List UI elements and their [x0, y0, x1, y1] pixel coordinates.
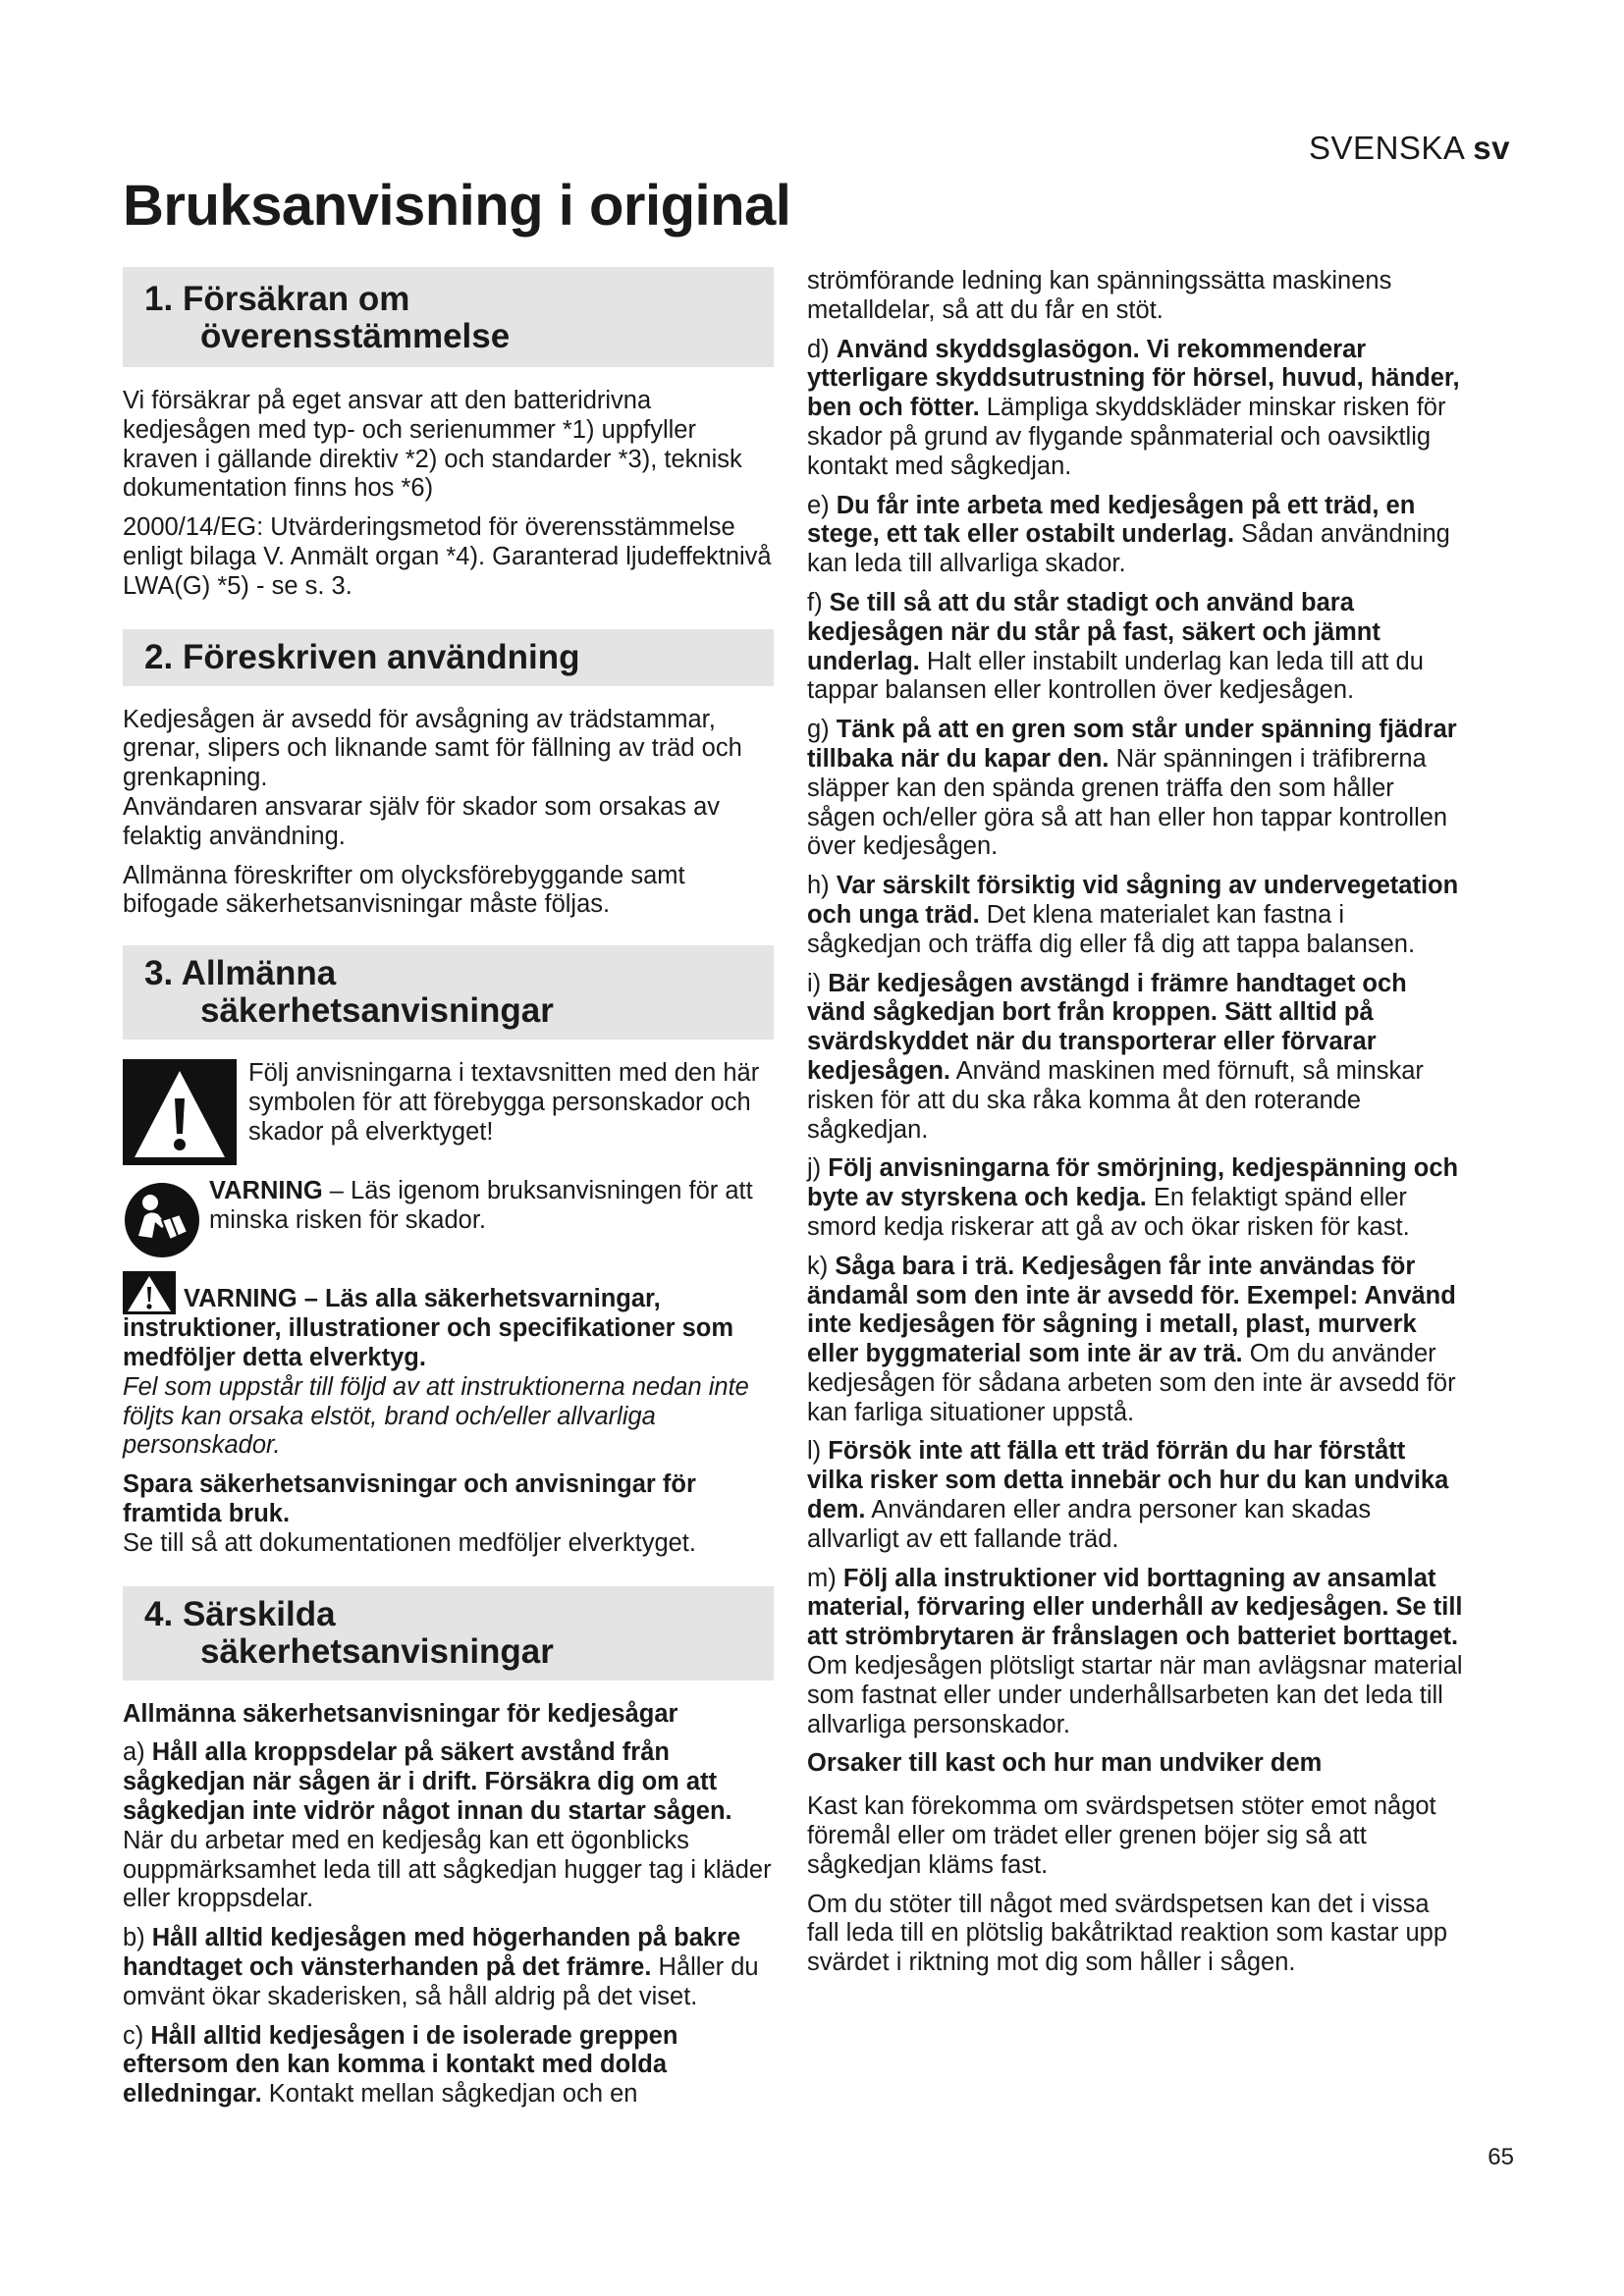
safety-item-a-bold: Håll alla kroppsdelar på säkert avstånd från sågkedjan när sågen är i drift. Försäkra dig om att sågkedjan inte vidrör något innan du startar sågen.	[123, 1738, 732, 1825]
safety-item-k-letter: k)	[807, 1252, 836, 1280]
language-name: SVENSKA	[1309, 130, 1464, 166]
safety-item-g	[807, 716, 1465, 862]
section-4-subheading: Allmänna säkerhetsanvisningar för kedjesågar	[123, 1699, 678, 1728]
safety-item-b-letter: b)	[123, 1924, 152, 1952]
section-4-title-line1: Särskilda	[182, 1594, 336, 1633]
safety-item-k-bold: Såga bara i trä. Kedjesågen får inte användas för ändamål som den inte är avsedd för. Exempel: Använd inte kedjesågen för sågning i metall, plast, murverk eller byggmaterial som inte är av trä.	[807, 1252, 1456, 1368]
safety-item-i-text: Använd maskinen med förnuft, så minskar risken för att du ska råka komma åt den roterande sågkedjan.	[807, 1056, 1424, 1144]
safety-item-d-letter: d)	[807, 335, 837, 363]
safety-item-m	[807, 1565, 1465, 1740]
safety-item-c	[123, 2022, 774, 2109]
section-2-number: 2.	[144, 637, 174, 676]
manual-warning-label: VARNING	[209, 1177, 323, 1205]
safety-item-b-text: Håller du omvänt ökar skaderisken, så håll aldrig på det viset.	[123, 1952, 759, 2010]
save-instructions-bold: Spara säkerhetsanvisningar och anvisningar för framtida bruk.	[123, 1470, 696, 1527]
section-3-title-line2: säkerhetsanvisningar	[200, 991, 554, 1031]
section-2-para1b: Användaren ansvarar själv för skador som orsakas av felaktig användning.	[123, 792, 721, 850]
safety-item-i-bold: Bär kedjesågen avstängd i främre handtaget och vänd sågkedjan bort från kroppen. Sätt alltid på svärdskyddet när du transporterar eller förvarar kedjesågen.	[807, 969, 1407, 1085]
safety-item-k	[807, 1253, 1465, 1428]
safety-item-j-text: En felaktigt spänd eller smord kedja riskerar att gå av och ökar risken för kast.	[807, 1184, 1410, 1241]
safety-item-i	[807, 970, 1465, 1146]
safety-item-h-letter: h)	[807, 872, 837, 900]
safety-item-l-bold: Försök inte att fälla ett träd förrän du har förstått vilka risker som detta innebär och hur du kan undvika dem.	[807, 1437, 1449, 1524]
section-3-heading	[123, 945, 774, 1040]
continuation-text: strömförande ledning kan spänningssätta maskinens metalldelar, så att du får en stöt.	[807, 267, 1392, 324]
page-title: Bruksanvisning i original	[123, 174, 791, 238]
section-3-number: 3.	[144, 954, 174, 993]
section-1-para2: 2000/14/EG: Utvärderingsmetod för överensstämmelse enligt bilaga V. Anmält organ *4). Garanterad ljudeffektnivå LWA(G) *5) - se s. 3.	[123, 513, 772, 600]
kickback-para2: Om du stöter till något med svärdspetsen kan det i vissa fall leda till en plötslig bakåtriktad reaktion som kastar upp svärdet i riktning mot dig som håller i sågen.	[807, 1890, 1448, 1977]
safety-item-e	[807, 492, 1465, 579]
safety-item-a-text: När du arbetar med en kedjesåg kan ett ögonblicks ouppmärksamhet leda till att sågkedjan hugger tag i kläder eller kroppsdelar.	[123, 1826, 772, 1913]
section-1-title-line1: Försäkran om	[182, 280, 410, 318]
safety-item-m-letter: m)	[807, 1564, 843, 1592]
safety-item-f	[807, 589, 1465, 706]
section-3-title-line1: Allmänna	[181, 954, 337, 993]
section-1-para1: Vi försäkrar på eget ansvar att den batteridrivna kedjesågen med typ- och serienummer *1) uppfyller kraven i gällande direktiv *2) och standarder *3), teknisk dokumentation finns hos *6)	[123, 387, 742, 503]
safety-item-f-bold: Se till så att du står stadigt och använd bara kedjesågen när du står på fast, säkert och jämnt underlag.	[807, 588, 1380, 675]
section-1-title-line2: överensstämmelse	[200, 317, 511, 355]
section-1-heading	[123, 267, 774, 367]
safety-item-b	[123, 1924, 774, 2011]
kickback-heading: Orsaker till kast och hur man undviker dem	[807, 1749, 1323, 1778]
safety-item-h	[807, 872, 1465, 959]
section-4-heading	[123, 1586, 774, 1681]
safety-item-h-text: Det klena materialet kan fastna i sågkedjan och träffa dig eller få dig att tappa balansen.	[807, 900, 1416, 958]
safety-item-g-bold: Tänk på att en gren som står under spänning fjädrar tillbaka när du kapar den.	[807, 716, 1457, 773]
safety-item-e-text: Sådan användning kan leda till allvarliga skador.	[807, 520, 1450, 578]
safety-item-d	[807, 336, 1465, 482]
section-4-title-line2: säkerhetsanvisningar	[200, 1631, 554, 1671]
safety-item-c-bold: Håll alltid kedjesågen i de isolerade greppen eftersom den kan komma i kontakt med dolda elledningar.	[123, 2021, 678, 2109]
general-warning-bold-b: instruktioner, illustrationer och specifikationer som medföljer detta elverktyg.	[123, 1314, 734, 1371]
manual-warning	[123, 1177, 774, 1259]
section-2-para2: Allmänna föreskrifter om olycksförebyggande samt bifogade säkerhetsanvisningar måste följas.	[123, 861, 685, 919]
section-1-number: 1.	[144, 280, 174, 318]
kickback-para1: Kast kan förekomma om svärdspetsen stöter emot något föremål eller om trädet eller grenen böjer sig så att sågkedjan kläms fast.	[807, 1792, 1436, 1879]
section-2-heading	[123, 629, 774, 686]
general-warning-italic: Fel som uppstår till följd av att instruktionerna nedan inte följts kan orsaka elstöt, brand och/eller allvarliga personskador.	[123, 1372, 749, 1460]
safety-item-f-text: Halt eller instabilt underlag kan leda till att du tappar balansen eller kontrollen över kedjesågen.	[807, 647, 1424, 705]
safety-item-l-letter: l)	[807, 1437, 829, 1466]
warning-triangle-icon	[123, 1059, 237, 1165]
safety-item-g-text: När spänningen i träfibrerna släpper kan den spända grenen träffa den som håller sågen och/eller göra så att han eller hon tappar kontrollen över kedjesågen.	[807, 744, 1448, 861]
manual-warning-text	[209, 1177, 774, 1236]
language-code: sv	[1473, 130, 1510, 166]
safety-item-c-letter: c)	[123, 2021, 151, 2050]
section-2-para1a: Kedjesågen är avsedd för avsågning av trädstammar, grenar, slipers och liknande samt för fällning av träd och grenkapning.	[123, 705, 742, 792]
safety-item-c-text: Kontakt mellan sågkedjan och en	[261, 2080, 638, 2109]
language-label	[1309, 130, 1510, 167]
manual-warning-body: – Läs igenom bruksanvisningen för att minska risken för skador.	[209, 1177, 753, 1234]
safety-item-m-bold: Följ alla instruktioner vid borttagning av ansamlat material, förvaring eller underhåll av kedjesågen. Se till att strömbrytaren är frånslagen och batteriet borttaget.	[807, 1564, 1463, 1651]
warning-symbol-note	[123, 1059, 774, 1165]
safety-item-m-text: Om kedjesågen plötsligt startar när man avlägsnar material som fastnat eller under underhållsarbeten kan det leda till allvarliga personskador.	[807, 1652, 1463, 1738]
general-warning-block	[123, 1271, 774, 1461]
safety-item-d-bold: Använd skyddsglasögon. Vi rekommenderar ytterligare skyddsutrustning för hörsel, huvud, händer, ben och fötter.	[807, 335, 1460, 422]
page-number: 65	[1488, 2144, 1514, 2170]
safety-item-j-letter: j)	[807, 1154, 829, 1183]
left-column	[123, 267, 774, 2119]
safety-item-h-bold: Var särskilt försiktig vid sågning av undervegetation och unga träd.	[807, 872, 1459, 929]
save-instructions-text: Se till så att dokumentationen medföljer elverktyget.	[123, 1528, 696, 1557]
safety-item-a-letter: a)	[123, 1738, 152, 1767]
symbol-note-text: Följ anvisningarna i textavsnitten med den här symbolen för att förebygga personskador och skador på elverktyget!	[248, 1059, 760, 1146]
safety-item-l	[807, 1437, 1465, 1554]
safety-item-i-letter: i)	[807, 969, 829, 997]
safety-item-a	[123, 1738, 774, 1914]
safety-item-l-text: Användaren eller andra personer kan skadas allvarligt av ett fallande träd.	[807, 1496, 1372, 1553]
safety-item-e-bold: Du får inte arbeta med kedjesågen på ett träd, en stege, ett tak eller ostabilt underlag.	[807, 491, 1416, 549]
read-manual-icon	[123, 1181, 201, 1259]
right-column	[807, 267, 1465, 1988]
section-4-number: 4.	[144, 1594, 174, 1633]
safety-item-f-letter: f)	[807, 588, 830, 616]
general-warning-first-line	[123, 1271, 774, 1314]
safety-item-k-text: Om du använder kedjesågen för sådana arbeten som den inte är avsedd för kan farliga situationer uppstå.	[807, 1340, 1456, 1426]
safety-item-j	[807, 1154, 1465, 1242]
safety-item-d-text: Lämpliga skyddskläder minskar risken för skador på grund av flygande spånmaterial och oavsiktlig kontakt med sågkedjan.	[807, 394, 1446, 480]
general-warning-bold-a: VARNING – Läs alla säkerhetsvarningar,	[184, 1285, 661, 1313]
safety-item-j-bold: Följ anvisningarna för smörjning, kedjespänning och byte av styrskena och kedja.	[807, 1154, 1459, 1212]
safety-item-b-bold: Håll alltid kedjesågen med högerhanden på bakre handtaget och vänsterhanden på det främre.	[123, 1924, 741, 1981]
warning-triangle-small-icon	[123, 1271, 176, 1314]
safety-item-e-letter: e)	[807, 491, 837, 519]
safety-item-g-letter: g)	[807, 716, 837, 744]
section-2-title: Föreskriven användning	[182, 637, 580, 676]
